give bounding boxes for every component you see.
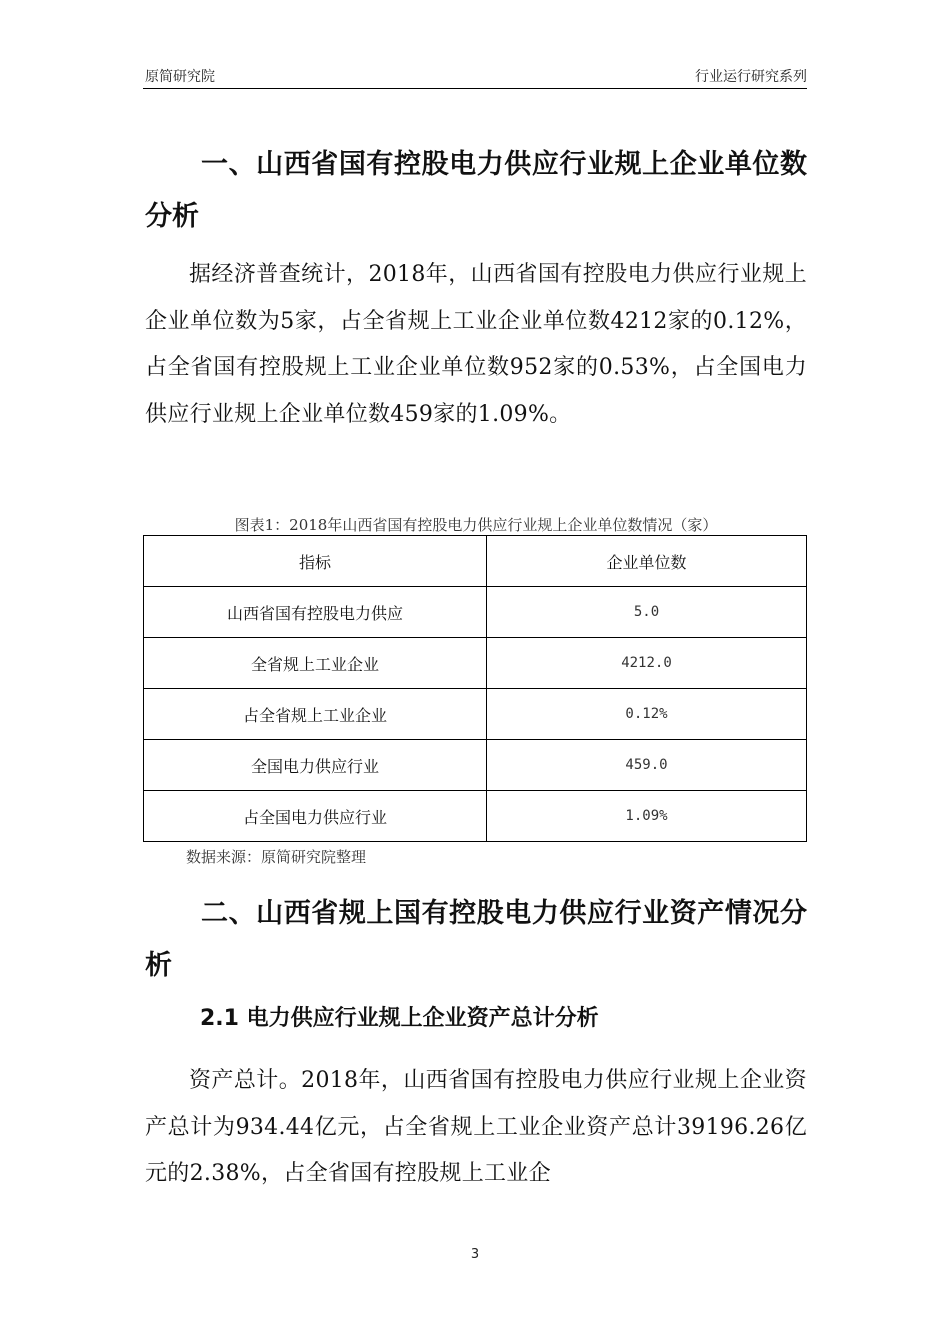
row-label: 占全国电力供应行业 (144, 791, 487, 842)
row-value: 0.12% (487, 689, 807, 740)
table-row (144, 740, 807, 791)
row-label: 全国电力供应行业 (144, 740, 487, 791)
header-rule (143, 88, 807, 89)
enterprise-count-table (143, 535, 807, 842)
section2-heading: 二、山西省规上国有控股电力供应行业资产情况分析 (145, 898, 807, 981)
table-row (144, 638, 807, 689)
page-number: 3 (470, 1247, 480, 1262)
table-row (144, 791, 807, 842)
row-value: 4212.0 (487, 638, 807, 689)
table-caption: 图表1：2018年山西省国有控股电力供应行业规上企业单位数情况（家） (234, 516, 718, 534)
section1-heading: 一、山西省国有控股电力供应行业规上企业单位数分析 (145, 149, 807, 232)
section2-subheading: 2.1 电力供应行业规上企业资产总计分析 (200, 1006, 599, 1031)
row-value: 5.0 (487, 587, 807, 638)
table-header-row (144, 536, 807, 587)
row-value: 1.09% (487, 791, 807, 842)
row-value: 459.0 (487, 740, 807, 791)
column-header-count: 企业单位数 (487, 536, 807, 587)
row-label: 全省规上工业企业 (144, 638, 487, 689)
table-row (144, 587, 807, 638)
row-label: 占全省规上工业企业 (144, 689, 487, 740)
header-org-name: 原简研究院 (145, 69, 215, 85)
section2-paragraph: 资产总计。2018年，山西省国有控股电力供应行业规上企业资产总计为934.44亿元，占全省规上工业企业资产总计39196.26亿元的2.38%，占全省国有控股规上工业企 (145, 1068, 807, 1186)
table-row (144, 689, 807, 740)
row-label: 山西省国有控股电力供应 (144, 587, 487, 638)
header-series-name: 行业运行研究系列 (695, 69, 807, 85)
table-source-note: 数据来源：原简研究院整理 (186, 848, 367, 866)
column-header-indicator: 指标 (144, 536, 487, 587)
section1-paragraph: 据经济普查统计，2018年，山西省国有控股电力供应行业规上企业单位数为5家，占全省规上工业企业单位数4212家的0.12%，占全省国有控股规上工业企业单位数952家的0.53%，占全国电力供应行业规上企业单位数459家的1.09%。 (145, 262, 807, 427)
